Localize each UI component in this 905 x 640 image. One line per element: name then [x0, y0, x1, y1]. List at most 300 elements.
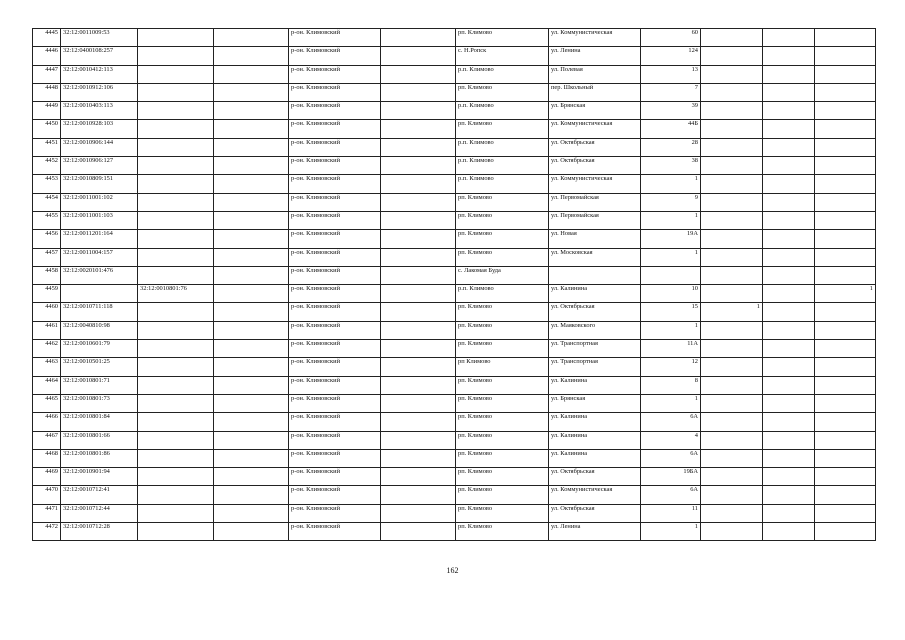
cell-number: 4452: [33, 157, 61, 175]
cell-street: ул. Новая: [549, 230, 641, 248]
cell-cadastral-number: 32:12:0010711:118: [61, 303, 138, 321]
cell-district: р-он. Климовский: [289, 157, 381, 175]
cell-cadastral-number: 32:12:0011001:102: [61, 193, 138, 211]
cell-cadastral-number-alt: [138, 394, 214, 412]
cell-district: р-он. Климовский: [289, 321, 381, 339]
cell-empty: [381, 65, 456, 83]
cell-extra-2: [815, 65, 876, 83]
cell-locality: рп. Климово: [456, 303, 549, 321]
cell-empty: [214, 211, 289, 229]
cell-extra-1: [701, 83, 763, 101]
cell-house: 124: [641, 47, 701, 65]
cell-extra-1: [701, 486, 763, 504]
cell-cadastral-number-alt: [138, 157, 214, 175]
cell-cadastral-number-alt: [138, 230, 214, 248]
cell-locality: с. Лакомая Буда: [456, 266, 549, 284]
cell-extra-1: [701, 120, 763, 138]
cell-cadastral-number-alt: [138, 83, 214, 101]
cell-district: р-он. Климовский: [289, 303, 381, 321]
cell-cadastral-number: 32:12:0400108:257: [61, 47, 138, 65]
cell-house: 1: [641, 211, 701, 229]
cell-number: 4472: [33, 523, 61, 541]
table-row: [33, 303, 876, 321]
cell-empty: [381, 321, 456, 339]
cell-extra-1: [701, 394, 763, 412]
cell-cadastral-number-alt: [138, 486, 214, 504]
cell-house: 12: [641, 358, 701, 376]
cell-district: р-он. Климовский: [289, 504, 381, 522]
cell-empty: [763, 157, 815, 175]
cell-extra-1: [701, 523, 763, 541]
table-row: [33, 358, 876, 376]
cell-empty: [763, 394, 815, 412]
cell-locality: р.п. Климово: [456, 138, 549, 156]
cell-empty: [381, 47, 456, 65]
cell-number: 4451: [33, 138, 61, 156]
cell-extra-2: [815, 468, 876, 486]
cell-empty: [763, 102, 815, 120]
cell-locality: рп. Климово: [456, 120, 549, 138]
cell-district: р-он. Климовский: [289, 138, 381, 156]
cell-district: р-он. Климовский: [289, 83, 381, 101]
cell-street: [549, 266, 641, 284]
cell-locality: рп. Климово: [456, 211, 549, 229]
table-row: [33, 157, 876, 175]
cell-cadastral-number: 32:12:0010912:106: [61, 83, 138, 101]
cell-extra-2: [815, 29, 876, 47]
cell-extra-1: [701, 321, 763, 339]
cell-empty: [381, 431, 456, 449]
cell-street: ул. Октябрьская: [549, 504, 641, 522]
cell-extra-2: [815, 120, 876, 138]
cell-empty: [214, 303, 289, 321]
cell-cadastral-number-alt: [138, 376, 214, 394]
cell-number: 4459: [33, 285, 61, 303]
cell-empty: [763, 431, 815, 449]
cell-number: 4454: [33, 193, 61, 211]
cell-extra-2: [815, 321, 876, 339]
table-row: [33, 486, 876, 504]
cell-locality: р.п. Климово: [456, 65, 549, 83]
table-row: [33, 248, 876, 266]
cell-locality: р.п. Климово: [456, 157, 549, 175]
cell-cadastral-number: 32:12:0010809:151: [61, 175, 138, 193]
cell-extra-1: [701, 358, 763, 376]
cell-street: ул. Октябрьская: [549, 138, 641, 156]
cell-empty: [214, 175, 289, 193]
cell-extra-1: [701, 449, 763, 467]
cell-cadastral-number: 32:12:0010906:144: [61, 138, 138, 156]
cell-empty: [381, 157, 456, 175]
cell-locality: рп. Климово: [456, 431, 549, 449]
cell-empty: [763, 449, 815, 467]
cell-locality: рп. Климово: [456, 83, 549, 101]
cell-number: 4457: [33, 248, 61, 266]
cell-cadastral-number: 32:12:0020101:476: [61, 266, 138, 284]
cell-cadastral-number-alt: [138, 175, 214, 193]
table-row: [33, 523, 876, 541]
table-row: [33, 102, 876, 120]
cell-cadastral-number-alt: [138, 431, 214, 449]
cell-cadastral-number-alt: [138, 504, 214, 522]
cell-locality: рп. Климово: [456, 394, 549, 412]
cell-empty: [381, 230, 456, 248]
cell-locality: рп. Климово: [456, 449, 549, 467]
cell-cadastral-number: 32:12:0010801:71: [61, 376, 138, 394]
cell-house: 15: [641, 303, 701, 321]
cell-empty: [381, 102, 456, 120]
cell-locality: рп. Климово: [456, 321, 549, 339]
cell-empty: [381, 303, 456, 321]
cell-empty: [214, 248, 289, 266]
cell-street: ул. Коммунистическая: [549, 29, 641, 47]
cell-extra-1: [701, 65, 763, 83]
cell-number: 4446: [33, 47, 61, 65]
cell-empty: [214, 138, 289, 156]
cell-empty: [381, 486, 456, 504]
cell-house: 1: [641, 248, 701, 266]
cell-district: р-он. Климовский: [289, 47, 381, 65]
cell-empty: [214, 157, 289, 175]
cell-house: [641, 266, 701, 284]
cell-street: ул. Калинина: [549, 285, 641, 303]
table-row: [33, 504, 876, 522]
cell-district: р-он. Климовский: [289, 266, 381, 284]
cell-extra-1: [701, 102, 763, 120]
cell-street: ул. Транспортная: [549, 340, 641, 358]
cell-empty: [763, 321, 815, 339]
cell-extra-1: [701, 175, 763, 193]
cell-extra-2: 1: [815, 285, 876, 303]
cell-locality: рп. Климово: [456, 29, 549, 47]
cell-house: 11А: [641, 340, 701, 358]
cell-cadastral-number: 32:12:0010501:25: [61, 358, 138, 376]
cell-number: 4450: [33, 120, 61, 138]
cell-cadastral-number-alt: [138, 303, 214, 321]
cell-house: 4: [641, 431, 701, 449]
cell-empty: [763, 504, 815, 522]
cell-extra-2: [815, 266, 876, 284]
cell-extra-1: [701, 266, 763, 284]
cell-locality: рп. Климово: [456, 230, 549, 248]
cell-empty: [214, 358, 289, 376]
cell-district: р-он. Климовский: [289, 394, 381, 412]
table-row: [33, 83, 876, 101]
cell-locality: рп. Климово: [456, 340, 549, 358]
cell-extra-1: [701, 29, 763, 47]
cell-extra-1: [701, 468, 763, 486]
table-row: [33, 120, 876, 138]
cell-number: 4471: [33, 504, 61, 522]
cell-extra-1: [701, 157, 763, 175]
cell-extra-1: [701, 138, 763, 156]
cell-empty: [214, 340, 289, 358]
cell-empty: [763, 211, 815, 229]
cell-district: р-он. Климовский: [289, 193, 381, 211]
cell-empty: [381, 193, 456, 211]
cell-cadastral-number: 32:12:0011201:164: [61, 230, 138, 248]
table-row: [33, 138, 876, 156]
cell-cadastral-number: 32:12:0011001:103: [61, 211, 138, 229]
cell-extra-2: [815, 486, 876, 504]
cell-empty: [381, 523, 456, 541]
cell-street: ул. Октябрьская: [549, 468, 641, 486]
cell-empty: [381, 376, 456, 394]
cell-empty: [381, 413, 456, 431]
cell-cadastral-number: [61, 285, 138, 303]
cell-cadastral-number: 32:12:0010801:86: [61, 449, 138, 467]
cell-empty: [214, 230, 289, 248]
cell-empty: [214, 83, 289, 101]
cell-empty: [381, 266, 456, 284]
cell-extra-2: [815, 394, 876, 412]
cell-empty: [214, 523, 289, 541]
cell-cadastral-number: 32:12:0010801:84: [61, 413, 138, 431]
cell-extra-1: [701, 248, 763, 266]
cell-empty: [381, 468, 456, 486]
cell-extra-2: [815, 340, 876, 358]
cell-empty: [381, 394, 456, 412]
cell-cadastral-number: 32:12:0010712:28: [61, 523, 138, 541]
cell-house: 44Б: [641, 120, 701, 138]
cell-empty: [381, 504, 456, 522]
cell-cadastral-number-alt: [138, 120, 214, 138]
cell-cadastral-number-alt: [138, 523, 214, 541]
table-row: [33, 175, 876, 193]
cell-extra-1: [701, 193, 763, 211]
cell-empty: [214, 102, 289, 120]
cell-cadastral-number-alt: [138, 102, 214, 120]
cell-extra-1: 1: [701, 303, 763, 321]
cell-empty: [214, 29, 289, 47]
cell-number: 4462: [33, 340, 61, 358]
cell-locality: рп. Климово: [456, 486, 549, 504]
cell-street: ул. Коммунистическая: [549, 175, 641, 193]
cell-street: ул. Калинина: [549, 431, 641, 449]
cell-house: 38: [641, 157, 701, 175]
cell-cadastral-number: 32:12:0010601:79: [61, 340, 138, 358]
cell-locality: рп. Климово: [456, 376, 549, 394]
cell-extra-1: [701, 211, 763, 229]
cell-street: ул. Полевая: [549, 65, 641, 83]
cell-empty: [214, 449, 289, 467]
cell-extra-2: [815, 523, 876, 541]
cell-extra-2: [815, 138, 876, 156]
cell-street: ул. Первомайская: [549, 193, 641, 211]
cell-empty: [214, 120, 289, 138]
cell-house: 9: [641, 193, 701, 211]
cell-cadastral-number-alt: [138, 29, 214, 47]
cell-empty: [763, 413, 815, 431]
cell-cadastral-number: 32:12:0010928:103: [61, 120, 138, 138]
cell-extra-2: [815, 157, 876, 175]
cell-locality: р.п. Климово: [456, 175, 549, 193]
cell-empty: [214, 394, 289, 412]
cell-house: 6А: [641, 413, 701, 431]
cell-empty: [214, 321, 289, 339]
table-row: [33, 193, 876, 211]
cell-extra-1: [701, 431, 763, 449]
cell-extra-2: [815, 47, 876, 65]
cell-empty: [763, 340, 815, 358]
cell-street: ул. Московская: [549, 248, 641, 266]
cell-empty: [763, 285, 815, 303]
cell-house: 7: [641, 83, 701, 101]
cell-district: р-он. Климовский: [289, 449, 381, 467]
cell-district: р-он. Климовский: [289, 175, 381, 193]
cell-house: 8: [641, 376, 701, 394]
cell-extra-2: [815, 449, 876, 467]
cell-district: р-он. Климовский: [289, 523, 381, 541]
cell-empty: [381, 358, 456, 376]
cell-extra-2: [815, 211, 876, 229]
cell-cadastral-number-alt: [138, 468, 214, 486]
cell-district: р-он. Климовский: [289, 358, 381, 376]
cell-extra-2: [815, 431, 876, 449]
cell-house: 1: [641, 394, 701, 412]
cell-cadastral-number-alt: [138, 47, 214, 65]
cell-street: пер. Школьный: [549, 83, 641, 101]
cell-empty: [214, 486, 289, 504]
cell-number: 4453: [33, 175, 61, 193]
cell-cadastral-number: 32:12:0010801:73: [61, 394, 138, 412]
cell-locality: рп. Климово: [456, 413, 549, 431]
cell-extra-1: [701, 230, 763, 248]
cell-street: ул. Ленина: [549, 523, 641, 541]
cell-number: 4445: [33, 29, 61, 47]
cell-house: 28: [641, 138, 701, 156]
table-row: [33, 47, 876, 65]
cell-empty: [763, 83, 815, 101]
cell-district: р-он. Климовский: [289, 486, 381, 504]
cell-house: 13: [641, 65, 701, 83]
cell-locality: рп. Климово: [456, 468, 549, 486]
cell-empty: [763, 358, 815, 376]
cell-empty: [763, 486, 815, 504]
cell-empty: [214, 65, 289, 83]
table-row: [33, 340, 876, 358]
cell-house: 6А: [641, 449, 701, 467]
cell-district: р-он. Климовский: [289, 376, 381, 394]
cell-extra-2: [815, 376, 876, 394]
cell-empty: [381, 29, 456, 47]
cell-number: 4470: [33, 486, 61, 504]
page-number: 162: [446, 566, 459, 575]
cell-empty: [381, 138, 456, 156]
cell-empty: [214, 376, 289, 394]
table-row: [33, 211, 876, 229]
cell-street: ул. Ленина: [549, 47, 641, 65]
cell-street: ул. Первомайская: [549, 211, 641, 229]
cell-empty: [763, 303, 815, 321]
table-row: [33, 230, 876, 248]
cell-street: ул. Транспортная: [549, 358, 641, 376]
cell-street: ул. Брянская: [549, 394, 641, 412]
cell-locality: р.п. Климово: [456, 285, 549, 303]
cell-district: р-он. Климовский: [289, 285, 381, 303]
cell-extra-2: [815, 358, 876, 376]
cell-empty: [763, 65, 815, 83]
cell-cadastral-number-alt: [138, 65, 214, 83]
cell-district: р-он. Климовский: [289, 431, 381, 449]
cell-street: ул. Калинина: [549, 413, 641, 431]
cell-cadastral-number: 32:12:0010906:127: [61, 157, 138, 175]
cell-locality: с. Н.Ропск: [456, 47, 549, 65]
cell-cadastral-number-alt: [138, 193, 214, 211]
cell-empty: [763, 376, 815, 394]
cell-empty: [763, 29, 815, 47]
cell-cadastral-number: 32:12:0010712:44: [61, 504, 138, 522]
cell-extra-2: [815, 83, 876, 101]
cell-street: ул. Маяковского: [549, 321, 641, 339]
cell-number: 4464: [33, 376, 61, 394]
cell-empty: [381, 340, 456, 358]
cell-cadastral-number: 32:12:0010712:41: [61, 486, 138, 504]
cell-empty: [214, 413, 289, 431]
cell-district: р-он. Климовский: [289, 102, 381, 120]
cell-number: 4469: [33, 468, 61, 486]
cell-empty: [381, 449, 456, 467]
cell-empty: [381, 211, 456, 229]
cell-cadastral-number-alt: 32:12:0010801:76: [138, 285, 214, 303]
cell-district: р-он. Климовский: [289, 230, 381, 248]
cell-cadastral-number: 32:12:0010403:113: [61, 102, 138, 120]
cell-street: ул. Брянская: [549, 102, 641, 120]
cell-house: 39: [641, 102, 701, 120]
cell-district: р-он. Климовский: [289, 211, 381, 229]
cell-number: 4466: [33, 413, 61, 431]
cell-empty: [381, 83, 456, 101]
cell-empty: [214, 47, 289, 65]
cell-number: 4449: [33, 102, 61, 120]
table-row: [33, 65, 876, 83]
cell-locality: рп. Климово: [456, 523, 549, 541]
cell-extra-2: [815, 413, 876, 431]
cell-cadastral-number-alt: [138, 266, 214, 284]
cell-number: 4465: [33, 394, 61, 412]
cell-district: р-он. Климовский: [289, 413, 381, 431]
cell-empty: [381, 175, 456, 193]
table-row: [33, 29, 876, 47]
cell-locality: рп. Климово: [456, 193, 549, 211]
cell-cadastral-number: 32:12:0010901:94: [61, 468, 138, 486]
cell-cadastral-number-alt: [138, 413, 214, 431]
cell-locality: р.п. Климово: [456, 102, 549, 120]
cell-district: р-он. Климовский: [289, 340, 381, 358]
cell-street: ул. Октябрьская: [549, 303, 641, 321]
cell-cadastral-number-alt: [138, 211, 214, 229]
cell-district: р-он. Климовский: [289, 248, 381, 266]
cell-empty: [763, 47, 815, 65]
cell-empty: [763, 266, 815, 284]
cell-empty: [381, 285, 456, 303]
cell-extra-2: [815, 504, 876, 522]
cell-house: 1: [641, 523, 701, 541]
cell-cadastral-number: 32:12:0010801:66: [61, 431, 138, 449]
cell-empty: [214, 193, 289, 211]
cell-house: 1: [641, 175, 701, 193]
cell-empty: [763, 175, 815, 193]
cell-empty: [763, 138, 815, 156]
cell-extra-1: [701, 340, 763, 358]
cell-locality: рп. Климово: [456, 248, 549, 266]
cell-number: 4458: [33, 266, 61, 284]
cell-house: 19А: [641, 230, 701, 248]
cell-locality: рп Климово: [456, 358, 549, 376]
cell-empty: [214, 266, 289, 284]
cell-cadastral-number-alt: [138, 321, 214, 339]
cell-empty: [214, 504, 289, 522]
